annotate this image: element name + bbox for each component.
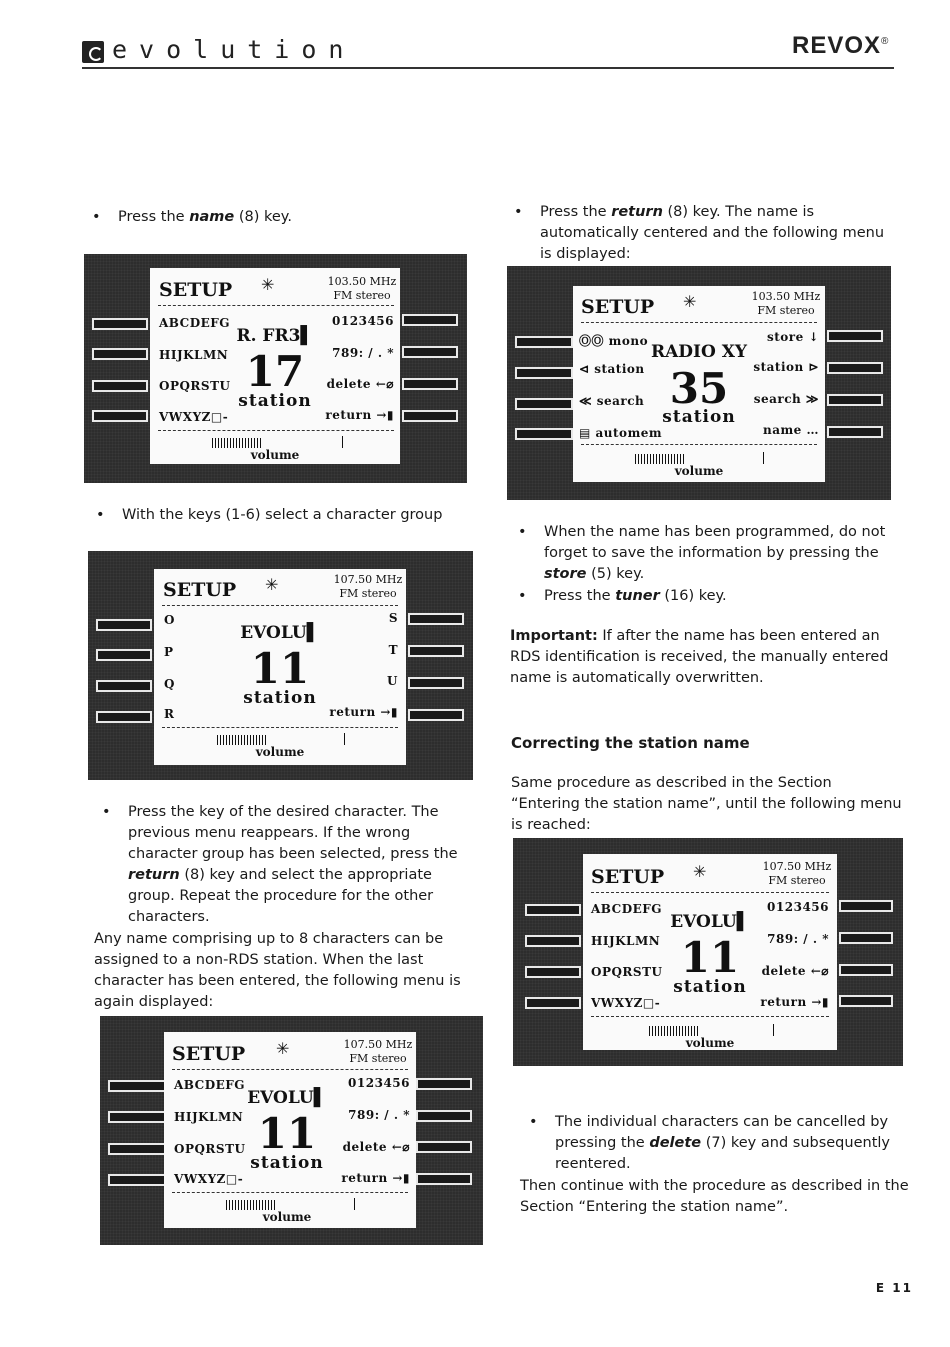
station-label: station: [243, 688, 317, 708]
volume-label: volume: [685, 1036, 735, 1050]
left-label-2: P: [164, 645, 174, 659]
volume-label: volume: [262, 1210, 312, 1224]
right-label-2: 789: / . *: [332, 346, 394, 360]
lcd-screen-2: [154, 569, 406, 765]
header-divider: [82, 67, 894, 69]
softkey-1[interactable]: [108, 1080, 166, 1092]
volume-bar: [635, 454, 685, 464]
volume-bar: [649, 1026, 699, 1036]
lcd-panel-1: [84, 254, 467, 483]
right-label-3: delete ←⌀: [761, 964, 829, 978]
right-label-4: return →▮: [329, 705, 398, 719]
frequency: 107.50 MHz: [343, 1038, 413, 1051]
mono-label: ⓄⓄ mono: [579, 334, 649, 348]
antenna-icon: ✳: [261, 275, 275, 294]
frequency: 107.50 MHz: [333, 573, 403, 586]
volume-label: volume: [674, 464, 724, 478]
important-note: Important: If after the name has been entered an RDS identification is received, the manually entered name is automatically overwritten.: [510, 628, 889, 686]
softkey-8[interactable]: [402, 410, 458, 422]
right-step-2: • When the name has been programmed, do not forget to save the information by pressing the store (5) key.: [518, 524, 886, 582]
antenna-icon: ✳: [265, 575, 279, 594]
station-label: station: [662, 407, 736, 427]
station-name: EVOLU▌: [247, 1088, 327, 1108]
dash-divider: [172, 1069, 408, 1070]
right-label-2: 789: / . *: [348, 1108, 410, 1122]
station-label: station: [238, 391, 312, 411]
softkey-7[interactable]: [827, 394, 883, 406]
stereo-mode: FM stereo: [339, 587, 397, 600]
dash-divider: [581, 444, 817, 445]
station-label: station: [250, 1153, 324, 1173]
lcd-screen-5: [583, 854, 837, 1050]
dash-divider: [162, 727, 398, 728]
stereo-mode: FM stereo: [333, 289, 391, 302]
softkey-1[interactable]: [525, 904, 581, 916]
softkey-3[interactable]: [92, 380, 148, 392]
softkey-8[interactable]: [408, 709, 464, 721]
left-paragraph: Any name comprising up to 8 characters can be assigned to a non-RDS station. When the last character has been entered, the following menu is again displayed:: [94, 931, 461, 1010]
revox-logo: REVOX®: [792, 32, 890, 59]
softkey-2[interactable]: [108, 1111, 166, 1123]
lcd-panel-4: [507, 266, 891, 500]
softkey-2[interactable]: [96, 649, 152, 661]
left-label-4: VWXYZ□-: [174, 1172, 244, 1186]
softkey-8[interactable]: [416, 1173, 472, 1185]
softkey-7[interactable]: [408, 677, 464, 689]
left-label-1: ABCDEFG: [591, 902, 663, 916]
stereo-mode: FM stereo: [768, 874, 826, 887]
station-up-label: station ⊳: [753, 360, 819, 374]
volume-marker: [342, 436, 343, 448]
softkey-5[interactable]: [416, 1078, 472, 1090]
right-label-3: delete ←⌀: [326, 377, 394, 391]
softkey-8[interactable]: [827, 426, 883, 438]
setup-label: SETUP: [163, 579, 237, 601]
station-name: RADIO XY: [650, 342, 748, 362]
stereo-mode: FM stereo: [349, 1052, 407, 1065]
softkey-6[interactable]: [416, 1110, 472, 1122]
dash-divider: [581, 322, 817, 323]
antenna-icon: ✳: [276, 1039, 290, 1058]
lcd-panel-2: [88, 551, 473, 780]
left-step-2: • With the keys (1-6) select a character group: [96, 507, 443, 523]
setup-label: SETUP: [581, 296, 655, 318]
left-label-4: VWXYZ□-: [159, 410, 229, 424]
name-label: name …: [762, 423, 819, 437]
antenna-icon: ✳: [683, 292, 697, 311]
right-paragraph-2: Then continue with the procedure as described in the Section “Entering the station name”.: [520, 1178, 909, 1215]
left-label-1: ABCDEFG: [174, 1078, 246, 1092]
volume-marker: [773, 1024, 774, 1036]
softkey-4[interactable]: [525, 997, 581, 1009]
volume-marker: [354, 1198, 355, 1210]
right-step-1: • Press the return (8) key. The name is automatically centered and the following menu is displayed:: [514, 204, 885, 262]
frequency: 107.50 MHz: [762, 860, 832, 873]
softkey-3[interactable]: [515, 398, 573, 410]
softkey-1[interactable]: [96, 619, 152, 631]
antenna-icon: ✳: [693, 862, 707, 881]
volume-bar: [226, 1200, 276, 1210]
right-label-3: U: [387, 674, 398, 688]
station-name: EVOLU▌: [670, 912, 750, 932]
lcd-panel-5: [513, 838, 903, 1066]
dash-divider: [172, 1192, 408, 1193]
lcd-screen-1: [150, 268, 400, 464]
evolution-logo-icon: [82, 41, 104, 63]
left-label-1: ABCDEFG: [159, 316, 231, 330]
left-step-1: • Press the name (8) key.: [92, 209, 292, 225]
station-name: R. FR3▌: [236, 326, 314, 346]
softkey-5[interactable]: [839, 900, 893, 912]
dash-divider: [158, 305, 394, 306]
softkey-8[interactable]: [839, 995, 893, 1007]
page-number: E 11: [875, 1281, 913, 1295]
softkey-5[interactable]: [402, 314, 458, 326]
right-label-4: return →▮: [760, 995, 829, 1009]
preset-number: 17: [245, 347, 305, 396]
right-paragraph-1: Same procedure as described in the Section “Entering the station name”, until the following menu is reached:: [511, 775, 902, 833]
frequency: 103.50 MHz: [751, 290, 821, 303]
softkey-5[interactable]: [827, 330, 883, 342]
softkey-5[interactable]: [408, 613, 464, 625]
right-label-1: 0123456: [332, 314, 394, 328]
dash-divider: [162, 605, 398, 606]
softkey-7[interactable]: [402, 378, 458, 390]
volume-marker: [763, 452, 764, 464]
softkey-6[interactable]: [839, 932, 893, 944]
left-label-2: HIJKLMN: [159, 348, 229, 362]
softkey-4[interactable]: [96, 711, 152, 723]
softkey-6[interactable]: [408, 645, 464, 657]
preset-number: 35: [669, 364, 729, 413]
softkey-3[interactable]: [525, 966, 581, 978]
left-label-3: OPQRSTU: [159, 379, 231, 393]
lcd-screen-4: [573, 286, 825, 482]
softkey-1[interactable]: [92, 318, 148, 330]
volume-bar: [212, 438, 262, 448]
volume-label: volume: [255, 745, 305, 759]
softkey-3[interactable]: [96, 680, 152, 692]
softkey-4[interactable]: [108, 1174, 166, 1186]
softkey-2[interactable]: [515, 367, 573, 379]
preset-number: 11: [680, 933, 740, 982]
brand-name: evolution: [112, 35, 356, 64]
right-label-1: 0123456: [767, 900, 829, 914]
softkey-7[interactable]: [839, 964, 893, 976]
setup-label: SETUP: [591, 866, 665, 888]
softkey-6[interactable]: [402, 346, 458, 358]
softkey-7[interactable]: [416, 1141, 472, 1153]
lcd-panel-3: [100, 1016, 483, 1245]
left-label-3: Q: [164, 677, 175, 691]
softkey-6[interactable]: [827, 362, 883, 374]
volume-bar: [217, 735, 267, 745]
dash-divider: [158, 430, 394, 431]
preset-number: 11: [250, 644, 310, 693]
left-label-2: HIJKLMN: [591, 934, 661, 948]
search-down-label: ≪ search: [579, 394, 645, 408]
softkey-2[interactable]: [92, 348, 148, 360]
frequency: 103.50 MHz: [327, 275, 397, 288]
left-step-3: • Press the key of the desired character. The previous menu reappears. If the wrong character group has been selected, press the return (8) key and select the appropriate group. Repeat the procedure for the other characters.: [102, 804, 458, 925]
station-label: station: [673, 977, 747, 997]
dash-divider: [591, 892, 829, 893]
left-label-2: HIJKLMN: [174, 1110, 244, 1124]
store-label: store ↓: [767, 330, 819, 344]
station-name: EVOLU▌: [240, 623, 320, 643]
volume-marker: [344, 733, 345, 745]
lcd-screen-3: [164, 1032, 416, 1228]
left-label-4: VWXYZ□-: [591, 996, 661, 1010]
left-label-4: R: [164, 707, 175, 721]
preset-number: 11: [257, 1109, 317, 1158]
right-label-1: 0123456: [348, 1076, 410, 1090]
left-label-3: OPQRSTU: [174, 1142, 246, 1156]
right-label-1: S: [388, 611, 398, 625]
softkey-4[interactable]: [92, 410, 148, 422]
dash-divider: [591, 1016, 829, 1017]
right-label-4: return →▮: [325, 408, 394, 422]
right-label-4: return →▮: [341, 1171, 410, 1185]
right-step-4: • The individual characters can be cancelled by pressing the delete (7) key and subsequently reentered.: [529, 1114, 890, 1172]
automem-label: ▤ automem: [579, 426, 663, 440]
softkey-2[interactable]: [525, 935, 581, 947]
left-label-1: O: [164, 613, 175, 627]
softkey-3[interactable]: [108, 1143, 166, 1155]
right-step-3: • Press the tuner (16) key.: [518, 588, 727, 604]
left-label-3: OPQRSTU: [591, 965, 663, 979]
right-label-3: delete ←⌀: [342, 1140, 410, 1154]
setup-label: SETUP: [172, 1043, 246, 1065]
search-up-label: search ≫: [753, 392, 819, 406]
softkey-4[interactable]: [515, 428, 573, 440]
section-heading: Correcting the station name: [511, 734, 750, 752]
setup-label: SETUP: [159, 279, 233, 301]
stereo-mode: FM stereo: [757, 304, 815, 317]
station-down-label: ⊲ station: [579, 362, 645, 376]
volume-label: volume: [250, 448, 300, 462]
softkey-1[interactable]: [515, 336, 573, 348]
right-label-2: 789: / . *: [767, 932, 829, 946]
right-label-2: T: [388, 643, 398, 657]
